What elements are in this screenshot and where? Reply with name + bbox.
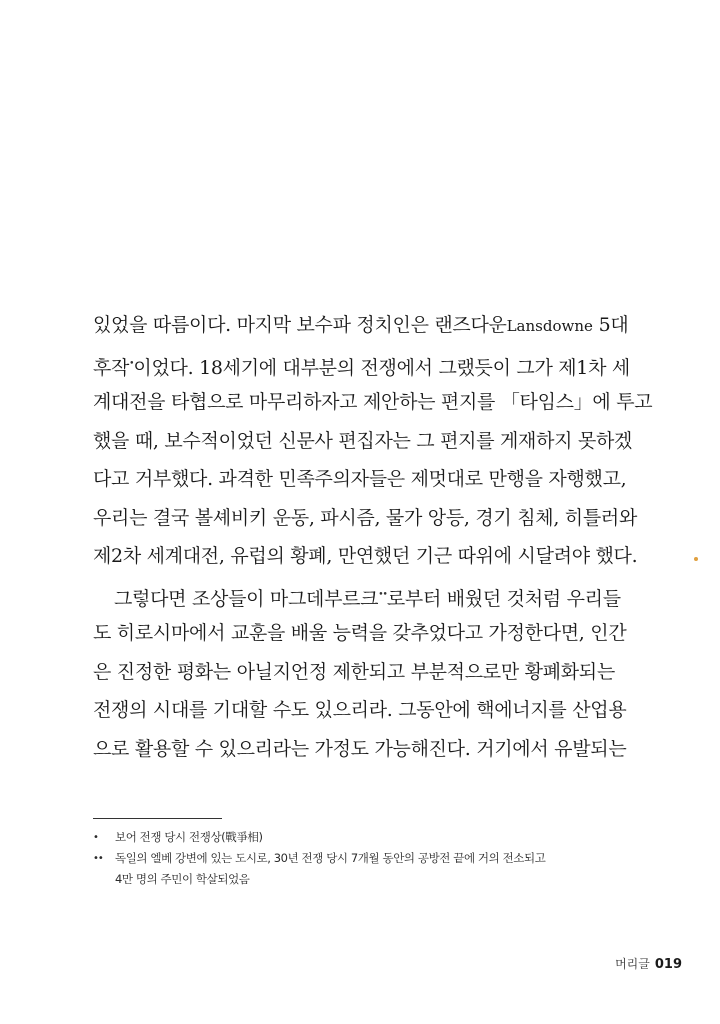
text-line: 도 히로시마에서 교훈을 배울 능력을 갖추었다고 가정한다면, 인간 [93, 622, 627, 644]
footnote-marker: •• [93, 853, 103, 864]
page-footer [615, 953, 682, 972]
body-text [93, 306, 693, 768]
text-line: 은 진정한 평화는 아닐지언정 제한되고 부분적으로만 황폐화되는 [93, 660, 615, 683]
text-line: 제2차 세계대전, 유럽의 황폐, 만연했던 기근 따위에 시달려야 했다. [93, 545, 638, 567]
text-line [93, 576, 693, 615]
text-line: 다고 거부했다. 과격한 민족주의자들은 제멋대로 만행을 자행했고, [93, 468, 627, 490]
footnote-text: 4만 명의 주민이 학살되었음 [115, 872, 250, 886]
text-line [93, 345, 693, 384]
footnote-divider [93, 818, 222, 819]
footnotes [93, 828, 693, 891]
text-line: 우리는 결국 볼셰비키 운동, 파시즘, 물가 앙등, 경기 침체, 히틀러와 [93, 506, 638, 529]
text-segment: 이었다. 18세기에 대부분의 전쟁에서 그랬듯이 그가 제1차 세 [133, 356, 630, 379]
text-line: 계대전을 타협으로 마무리하자고 제안하는 편지를 「타임스」에 투고 [93, 391, 653, 413]
footnote-marker: • [129, 358, 134, 369]
text-segment: 후작 [93, 356, 130, 379]
text-line: 했을 때, 보수적이었던 신문사 편집자는 그 편지를 게재하지 못하겠 [93, 429, 633, 452]
page-number: 019 [654, 957, 682, 972]
text-line: 전쟁의 시대를 기대할 수도 있으리라. 그동안에 핵에너지를 산업용 [93, 699, 627, 721]
footnote [93, 828, 693, 847]
inline-english-term: Lansdowne [506, 317, 593, 335]
text-segment: 있었을 따름이다. 마지막 보수파 정치인은 랜즈다운 [93, 314, 507, 336]
section-label: 머리글 [615, 957, 650, 971]
text-segment: 5대 [592, 314, 629, 336]
margin-mark [694, 557, 698, 561]
text-segment: 로부터 배웠던 것처럼 우리들 [386, 587, 621, 610]
footnote-marker: • [93, 832, 98, 843]
text-line: 으로 활용할 수 있으리라는 가정도 가능해진다. 거기에서 유발되는 [93, 737, 627, 760]
text-segment: 그렇다면 조상들이 마그데부르크 [114, 587, 379, 610]
text-line [93, 306, 693, 345]
footnote [93, 849, 693, 868]
footnote-text: 보어 전쟁 당시 전쟁상(戰爭相) [115, 830, 263, 844]
footnote-text: 독일의 엘베 강변에 있는 도시로, 30년 전쟁 당시 7개월 동안의 공방전 끝에 거의 전소되고 [115, 851, 546, 865]
footnote-continuation [93, 870, 693, 889]
footnote-marker: •• [378, 589, 387, 600]
